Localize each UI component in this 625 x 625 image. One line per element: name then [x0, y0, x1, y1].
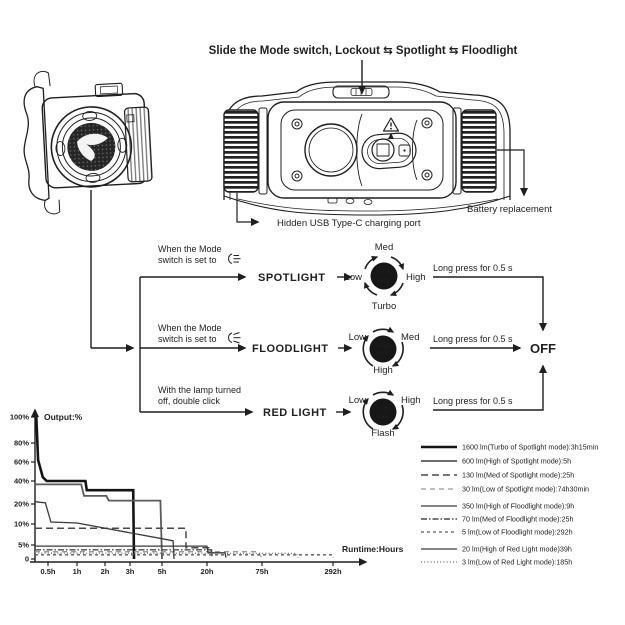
legend-item: [421, 528, 573, 537]
condition-text: off, double click: [158, 396, 220, 406]
warning-triangle-icon: [384, 118, 399, 139]
legend-item: [421, 558, 572, 567]
reflector: [66, 122, 116, 172]
cycle-label: Med: [401, 332, 420, 343]
cycle-label: Med: [374, 242, 394, 253]
condition-text: switch is set to: [158, 334, 217, 344]
cycle-label: High: [406, 272, 426, 283]
chart-series-line: [35, 528, 212, 556]
chart-legend: [421, 443, 598, 567]
y-tick-label: 40%: [13, 476, 29, 486]
legend-item: [421, 457, 571, 466]
mode-row-redlight: [158, 366, 543, 439]
off-label: OFF: [530, 341, 556, 356]
legend-item: [421, 515, 573, 524]
x-axis-title: Runtime:Hours: [342, 544, 404, 554]
y-axis-ticks: [10, 413, 35, 564]
legend-label: 600 lm(High of Spotlight mode):5h: [462, 456, 572, 466]
x-tick-label: 20h: [200, 567, 214, 576]
legend-item: [421, 471, 574, 480]
runtime-chart: [10, 410, 404, 576]
battery-label: Battery replacement: [467, 204, 553, 215]
cycle-label: Flash: [371, 428, 395, 439]
chart-series-line: [35, 555, 333, 558]
cycle-label: Turbo: [371, 301, 397, 312]
cycle-diagram-spotlight: [345, 242, 426, 312]
svg-text:Single: Single: [374, 343, 392, 350]
page-title: Slide the Mode switch, Lockout ⇆ Spotlight ⇆ Floodlight: [208, 45, 518, 57]
cycle-label: High: [401, 395, 421, 406]
mode-slide-switch: [333, 86, 389, 98]
legend-label: 1600 lm(Turbo of Spotlight mode):3h15min: [462, 442, 599, 452]
left-battery-tube: [224, 110, 258, 192]
mode-row-floodlight: [158, 323, 556, 376]
headlamp-side-view: [20, 66, 154, 215]
condition-text: When the Mode: [158, 244, 222, 254]
legend-label: 350 lm(High of Floodlight mode):9h: [462, 501, 575, 511]
x-axis-ticks: [40, 562, 341, 576]
legend-label: 5 lm(Low of Floodlight mode):292h: [462, 527, 573, 537]
cycle-label: Low: [348, 332, 366, 343]
legend-label: 70 lm(Med of Floodlight mode):25h: [462, 514, 574, 524]
legend-item: [421, 502, 574, 511]
x-tick-label: 2h: [100, 567, 110, 576]
cycle-label: Low: [348, 395, 366, 406]
y-tick-label: 80%: [13, 438, 29, 448]
y-tick-label: 100%: [9, 412, 29, 422]
cycle-label: High: [373, 365, 393, 376]
right-battery-tube: [462, 110, 496, 192]
y-tick-label: 0: [24, 554, 29, 564]
cycle-label: Low: [344, 272, 362, 283]
x-tick-label: 75h: [255, 567, 269, 576]
x-tick-label: 1h: [72, 567, 82, 576]
legend-label: 20 lm(High of Red Light mode)39h: [462, 544, 572, 554]
long-press-label: Long press for 0.5 s: [433, 396, 513, 406]
y-tick-label: 20%: [13, 499, 29, 509]
svg-text:click: click: [377, 350, 389, 357]
mode-name-floodlight: FLOODLIGHT: [252, 343, 329, 355]
condition-text: With the lamp turned: [158, 385, 242, 395]
cycle-diagram-redlight: [349, 392, 421, 439]
chart-series: [35, 417, 333, 559]
legend-label: 130 lm(Med of Spotlight mode):25h: [462, 470, 575, 480]
y-tick-label: 60%: [13, 457, 29, 467]
svg-text:click: click: [378, 277, 390, 284]
long-press-label: Long press for 0.5 s: [433, 334, 513, 344]
legend-item: [421, 485, 589, 494]
mode-name-redlight: RED LIGHT: [263, 407, 327, 419]
headlamp-top-view: [224, 82, 510, 215]
narrow-beam-icon: [229, 254, 241, 264]
chart-series-line: [35, 553, 298, 558]
condition-text: When the Mode: [158, 323, 222, 333]
legend-item: [421, 545, 572, 554]
condition-text: switch is set to: [158, 255, 217, 265]
wide-beam-icon: [229, 333, 241, 344]
mode-row-spotlight: [158, 242, 543, 330]
long-press-label: Long press for 0.5 s: [433, 263, 513, 273]
chart-series-line: [36, 417, 134, 559]
spotlight-lens: [305, 124, 357, 176]
x-tick-label: 0.5h: [40, 567, 56, 576]
y-tick-label: 10%: [13, 519, 29, 529]
y-tick-label: 5%: [18, 540, 29, 550]
legend-label: 3 lm(Low of Red Light mode):185h: [462, 557, 573, 567]
mode-name-spotlight: SPOTLIGHT: [258, 272, 326, 284]
x-tick-label: 3h: [125, 567, 135, 576]
usb-label: Hidden USB Type-C charging port: [277, 218, 421, 229]
x-tick-label: 5h: [157, 567, 167, 576]
flowchart-connectors: [91, 190, 252, 412]
y-axis-title: Output:%: [44, 412, 83, 422]
x-tick-label: 292h: [324, 567, 342, 576]
legend-label: 30 lm(Low of Spotlight mode):74h30min: [462, 484, 590, 494]
svg-text:Single: Single: [375, 270, 393, 277]
svg-text:click: click: [377, 413, 389, 420]
cycle-diagram-floodlight: [349, 329, 420, 376]
svg-text:Single: Single: [374, 406, 392, 413]
legend-item: [421, 443, 598, 452]
